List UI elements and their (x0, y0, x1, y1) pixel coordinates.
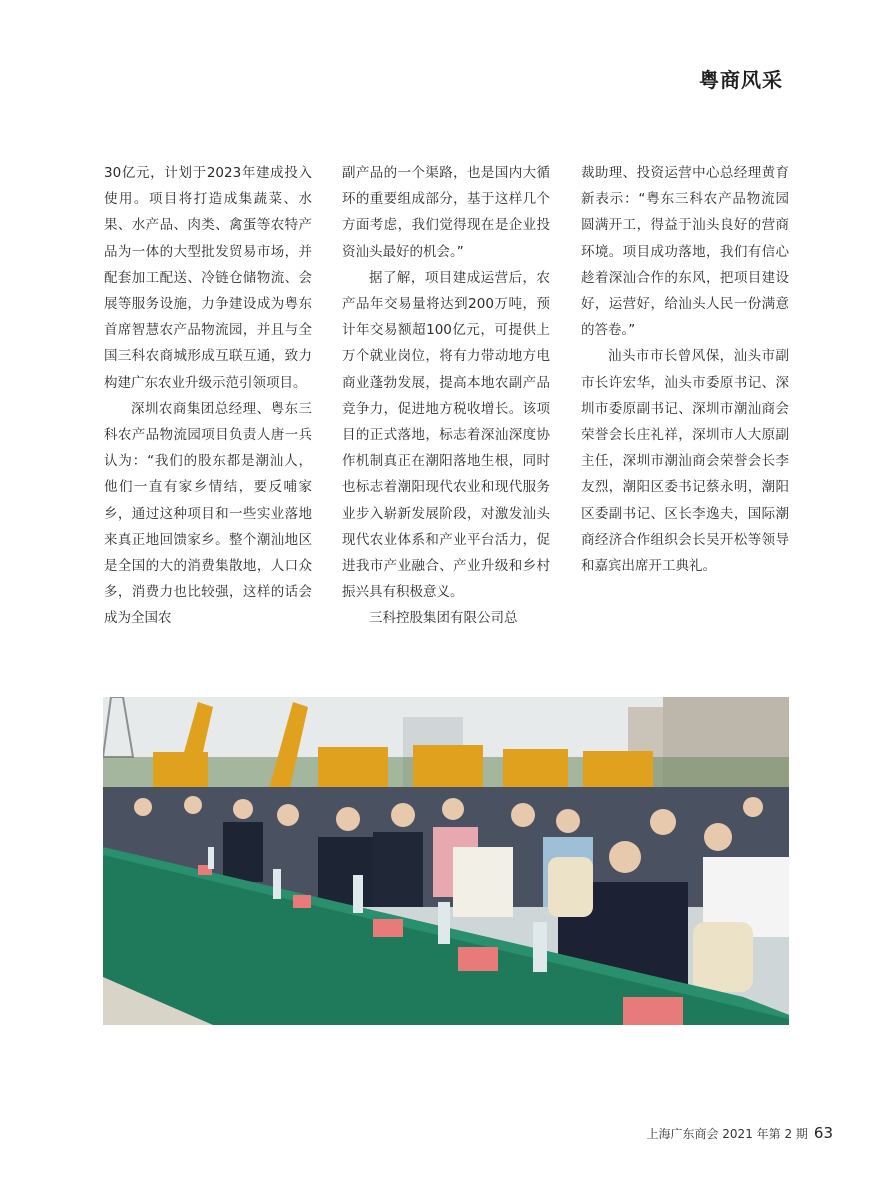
paragraph: 三科控股集团有限公司总 (369, 610, 518, 627)
section-title: 粤商风采 (699, 68, 783, 92)
article-column-1 (104, 160, 312, 632)
paragraph: 汕头市市长曾风保，汕头市副市长许宏华，汕头市委原书记、深圳市委原副书记、深圳市潮汕商会荣誉会长庄礼祥，深圳市人大原副主任，深圳市潮汕商会荣誉会长李友烈，潮阳区委书记蔡永明，潮阳区委副书记、区长李逸夫，国际潮商经济合作组织会长吴开松等领导和嘉宾出席开工典礼。 (581, 348, 789, 575)
article-column-2 (342, 160, 550, 632)
paragraph: 裁助理、投资运营中心总经理黄育新表示：“粤东三科农产品物流园圆满开工，得益于汕头良好的营商环境。项目成功落地，我们有信心趁着深汕合作的东风，把项目建设好，运营好，给汕头人民一份满意的答卷。” (581, 165, 789, 339)
page-number: 63 (813, 1124, 833, 1142)
paragraph: 据了解，项目建成运营后，农产品年交易量将达到200万吨，预计年交易额超100亿元，可提供上万个就业岗位，将有力带动地方电商业蓬勃发展，提高本地农副产品竞争力，促进地方税收增长。该项目的正式落地，标志着深汕深度协作机制真正在潮阳落地生根，同时也标志着潮阳现代农业和现代服务业步入崭新发展阶段，对激发汕头现代农业体系和产业平台活力，促进我市产业融合、产业升级和乡村振兴具有积极意义。 (342, 269, 550, 601)
ceremony-photo (103, 697, 789, 1025)
paragraph: 30亿元，计划于2023年建成投入使用。项目将打造成集蔬菜、水果、水产品、肉类、禽蛋等农特产品为一体的大型批发贸易市场，并配套加工配送、冷链仓储物流、会展等服务设施，力争建设成为粤东首席智慧农产品物流园，并且与全国三科农商城形成互联互通，致力构建广东农业升级示范引领项目。 (104, 165, 312, 391)
paragraph: 副产品的一个渠路，也是国内大循环的重要组成部分，基于这样几个方面考虑，我们觉得现在是企业投资汕头最好的机会。” (342, 165, 550, 260)
article-column-3 (581, 160, 789, 579)
magazine-issue: 上海广东商会 2021 年第 2 期 (646, 1127, 808, 1141)
paragraph: 深圳农商集团总经理、粤东三科农产品物流园项目负责人唐一兵认为：“我们的股东都是潮汕人，他们一直有家乡情结，要反哺家乡，通过这种项目和一些实业落地来真正地回馈家乡。整个潮汕地区是全国的大的消费集散地，人口众多，消费力也比较强，这样的话会成为全国农 (104, 400, 312, 627)
page-footer (646, 1124, 833, 1142)
